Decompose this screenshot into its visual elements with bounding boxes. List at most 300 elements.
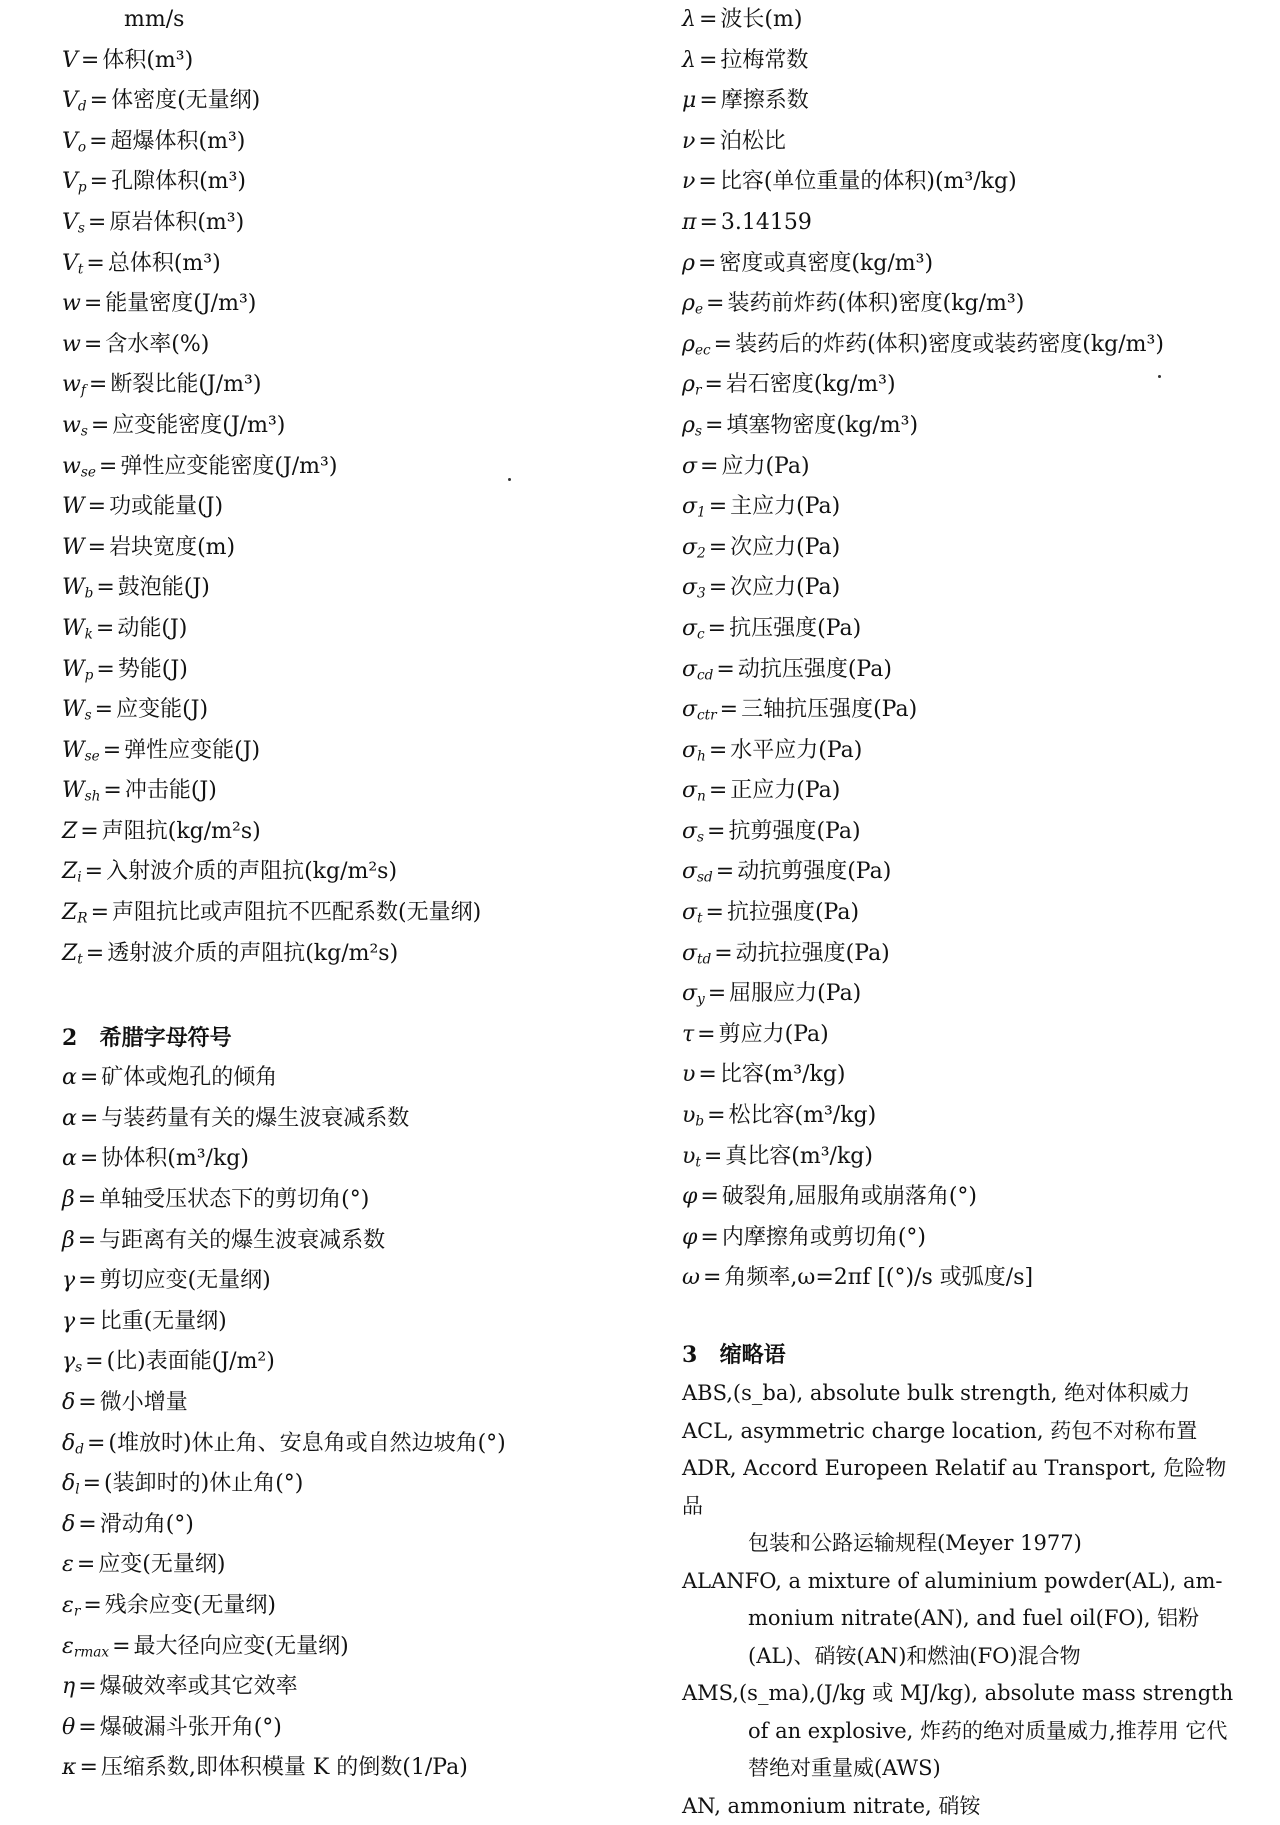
definition-text: 岩石密度(kg/m³) [726, 372, 896, 397]
symbol-subscript: 1 [697, 505, 706, 521]
equals-sign: = [88, 413, 112, 438]
symbol-definition [62, 1586, 662, 1627]
abbreviation-continuation: monium nitrate(AN), and fuel oil(FO), 铝粉 (AL)、硝铵(AN)和燃油(FO)混合物 [682, 1600, 1242, 1675]
definition-text: (装卸时的)休止角(°) [104, 1471, 303, 1496]
definition-text: 三轴抗压强度(Pa) [741, 697, 917, 722]
definition-text: 次应力(Pa) [730, 535, 840, 560]
symbol-definition [682, 0, 1242, 41]
definition-text: 水平应力(Pa) [730, 738, 862, 763]
symbol: $\rho_s$ [682, 413, 702, 438]
symbol: α [62, 1065, 77, 1090]
symbol-definition [682, 1258, 1242, 1299]
symbol: $W_{se}$ [62, 738, 100, 763]
equals-sign: = [702, 413, 726, 438]
symbol-definition [62, 41, 662, 82]
symbol: ν [682, 129, 695, 154]
symbol-definition [62, 812, 662, 853]
symbol-subscript: 2 [697, 545, 706, 561]
symbol-definition [62, 365, 662, 406]
symbol-definition [62, 487, 662, 528]
symbol-subscript: e [695, 302, 703, 318]
equals-sign: = [85, 494, 109, 519]
equals-sign: = [87, 169, 111, 194]
symbol: $W_b$ [62, 575, 93, 600]
symbol-definition [62, 893, 662, 934]
symbol-definition [62, 1139, 662, 1180]
equals-sign: = [697, 454, 721, 479]
definition-text: 剪切应变(无量纲) [100, 1268, 271, 1293]
symbol-subscript: t [78, 261, 83, 277]
equals-sign: = [83, 251, 107, 276]
definition-text: 透射波介质的声阻抗(kg/m²s) [107, 941, 398, 966]
symbol: $Z_t$ [62, 941, 83, 966]
equals-sign: = [700, 1265, 724, 1290]
symbol: $V_o$ [62, 129, 86, 154]
equals-sign: = [87, 88, 111, 113]
symbol-definition [682, 609, 1242, 650]
equals-sign: = [80, 1471, 104, 1496]
symbol-definition [62, 1464, 662, 1505]
symbol: $V_d$ [62, 88, 87, 113]
abbreviation-list [682, 1375, 1242, 1825]
equals-sign: = [75, 1512, 99, 1537]
equals-sign: = [80, 1593, 104, 1618]
definition-text: 能量密度(J/m³) [105, 291, 256, 316]
equals-sign: = [695, 251, 719, 276]
symbol: $V_t$ [62, 251, 83, 276]
symbol: $\rho_r$ [682, 372, 701, 397]
definition-text: 动抗压强度(Pa) [738, 657, 892, 682]
symbol: $\upsilon_t$ [682, 1144, 701, 1169]
section-number: 3 [682, 1335, 712, 1375]
abbreviation-entry [682, 1450, 1242, 1563]
definition-text: (比)表面能(J/m²) [107, 1349, 275, 1374]
equals-sign: = [93, 616, 117, 641]
section-number: 2 [62, 1018, 92, 1058]
symbol-subscript: t [77, 951, 82, 967]
definition-text: 残余应变(无量纲) [105, 1593, 276, 1618]
abbreviation-continuation: 包装和公路运输规程(Meyer 1977) [682, 1525, 1242, 1563]
abbreviation-first-line: AMS,(s_ma),(J/kg 或 MJ/kg), absolute mass strength [682, 1681, 1233, 1705]
symbol-definition [62, 528, 662, 569]
definition-text: 松比容(m³/kg) [729, 1103, 877, 1128]
abbreviation-first-line: ADR, Accord Europeen Relatif au Transport, 危险物品 [682, 1456, 1226, 1518]
symbol-definition [62, 1221, 662, 1262]
symbol-subscript: b [85, 586, 94, 602]
symbol-definition [682, 650, 1242, 691]
equals-sign: = [711, 941, 735, 966]
symbol: $\upsilon_b$ [682, 1103, 704, 1128]
left-column [62, 0, 662, 1789]
symbol: w [62, 291, 81, 316]
abbreviation-entry [682, 1788, 1242, 1825]
equals-sign: = [83, 941, 107, 966]
symbol-definition [62, 568, 662, 609]
equals-sign: = [85, 535, 109, 560]
symbol: $Z_i$ [62, 859, 82, 884]
symbol: $\varepsilon_{rmax}$ [62, 1634, 109, 1659]
symbol-definition [682, 852, 1242, 893]
symbol-subscript: td [697, 951, 711, 967]
symbol: φ [682, 1184, 697, 1209]
equals-sign: = [84, 1431, 108, 1456]
symbol: γ [62, 1309, 75, 1334]
symbol-subscript: ctr [697, 708, 717, 724]
symbol: $\sigma_{ctr}$ [682, 697, 717, 722]
definition-text: (堆放时)休止角、安息角或自然边坡角(°) [108, 1431, 505, 1456]
equals-sign: = [85, 210, 109, 235]
symbol-definition [62, 771, 662, 812]
symbol: σ [682, 454, 697, 479]
equals-sign: = [694, 1022, 718, 1047]
symbol-subscript: t [697, 910, 702, 926]
greek-symbol-list-continued [682, 0, 1242, 1299]
definition-text: 动抗剪强度(Pa) [737, 859, 891, 884]
definition-text: 比容(m³/kg) [720, 1062, 846, 1087]
definition-text: 动能(J) [117, 616, 187, 641]
symbol: υ [682, 1062, 695, 1087]
symbol: δ [62, 1512, 75, 1537]
symbol-definition [682, 528, 1242, 569]
definition-text: 比容(单位重量的体积)(m³/kg) [720, 169, 1017, 194]
definition-text: 抗压强度(Pa) [729, 616, 861, 641]
section-title: 希腊字母符号 [100, 1025, 232, 1051]
symbol-subscript: o [78, 139, 86, 155]
definition-text: 密度或真密度(kg/m³) [719, 251, 933, 276]
equals-sign: = [100, 738, 124, 763]
symbol-definition [682, 1177, 1242, 1218]
symbol: μ [682, 88, 696, 113]
symbol: $\sigma_{cd}$ [682, 657, 713, 682]
abbreviation-first-line: ABS,(s_ba), absolute bulk strength, 绝对体积威力 [682, 1381, 1190, 1405]
equals-sign: = [75, 1309, 99, 1334]
equals-sign: = [706, 494, 730, 519]
definition-text: 入射波介质的声阻抗(kg/m²s) [106, 859, 397, 884]
definition-text: 应变能密度(J/m³) [112, 413, 285, 438]
symbol: α [62, 1146, 77, 1171]
symbol: α [62, 1106, 77, 1131]
symbol-definition [682, 771, 1242, 812]
symbol-subscript: s [697, 829, 704, 845]
symbol: $\sigma_3$ [682, 575, 706, 600]
section-2-heading [62, 1018, 662, 1058]
definition-text: 3.14159 [721, 210, 812, 235]
definition-text: 弹性应变能(J) [124, 738, 260, 763]
equals-sign: = [75, 1187, 99, 1212]
greek-symbol-list [62, 1058, 662, 1789]
symbol: $w_f$ [62, 372, 86, 397]
abbreviation-first-line: ALANFO, a mixture of aluminium powder(AL), am- [682, 1569, 1223, 1593]
definition-text: 总体积(m³) [108, 251, 221, 276]
definition-text: 断裂比能(J/m³) [110, 372, 261, 397]
right-column [682, 0, 1242, 1825]
equals-sign: = [705, 616, 729, 641]
definition-text: 滑动角(°) [100, 1512, 194, 1537]
symbol: β [62, 1228, 75, 1253]
symbol-definition [682, 122, 1242, 163]
symbol: δ [62, 1390, 75, 1415]
symbol-subscript: n [697, 789, 706, 805]
symbol-definition [62, 1099, 662, 1140]
spacer [682, 1299, 1242, 1335]
definition-text: 填塞物密度(kg/m³) [726, 413, 918, 438]
roman-symbol-list [62, 41, 662, 975]
symbol-subscript: r [74, 1603, 81, 1619]
symbol: $\sigma_n$ [682, 778, 706, 803]
symbol: V [62, 48, 78, 73]
definition-text: 含水率(%) [105, 332, 209, 357]
spacer [62, 974, 662, 1018]
symbol: $\rho_{ec}$ [682, 332, 711, 357]
equals-sign: = [703, 291, 727, 316]
symbol: ω [682, 1265, 700, 1290]
symbol-definition [682, 81, 1242, 122]
definition-text: 协体积(m³/kg) [101, 1146, 249, 1171]
section-3-heading [682, 1335, 1242, 1375]
definition-text: 原岩体积(m³) [109, 210, 244, 235]
symbol-definition [682, 487, 1242, 528]
symbol: Z [62, 819, 77, 844]
top-unit-line: mm/s [62, 0, 662, 41]
symbol-definition [682, 893, 1242, 934]
definition-text: 破裂角,屈服角或崩落角(°) [722, 1184, 977, 1209]
symbol: $\gamma_s$ [62, 1349, 82, 1374]
symbol: φ [682, 1225, 697, 1250]
definition-text: 屈服应力(Pa) [729, 981, 861, 1006]
definition-text: 爆破效率或其它效率 [100, 1674, 298, 1699]
definition-text: 超爆体积(m³) [111, 129, 246, 154]
symbol-subscript: s [81, 423, 88, 439]
symbol-definition [682, 1055, 1242, 1096]
symbol-subscript: p [78, 180, 87, 196]
symbol: κ [62, 1755, 76, 1780]
abbreviation-entry [682, 1413, 1242, 1451]
equals-sign: = [77, 819, 101, 844]
symbol-definition [682, 934, 1242, 975]
definition-text: 爆破漏斗张开角(°) [100, 1715, 282, 1740]
equals-sign: = [100, 778, 124, 803]
symbol: $\sigma_y$ [682, 981, 705, 1006]
symbol-subscript: t [695, 1154, 700, 1170]
equals-sign: = [86, 372, 110, 397]
definition-text: 拉梅常数 [720, 48, 808, 73]
definition-text: 抗拉强度(Pa) [727, 900, 859, 925]
symbol-definition [62, 1708, 662, 1749]
abbreviation-continuation: of an explosive, 炸药的绝对质量威力,推荐用 它代替绝对重量威(AWS) [682, 1713, 1242, 1788]
symbol-definition [682, 203, 1242, 244]
symbol-subscript: s [78, 220, 85, 236]
equals-sign: = [706, 778, 730, 803]
definition-text: 压缩系数,即体积模量 K 的倒数(1/Pa) [101, 1755, 468, 1780]
symbol-definition [62, 1424, 662, 1465]
symbol: W [62, 494, 85, 519]
symbol-subscript: h [697, 748, 706, 764]
symbol: ε [62, 1552, 74, 1577]
equals-sign: = [82, 1349, 106, 1374]
symbol: ν [682, 169, 695, 194]
abbreviation-entry [682, 1563, 1242, 1676]
symbol-subscript: r [695, 383, 702, 399]
definition-text: 岩块宽度(m) [109, 535, 235, 560]
equals-sign: = [705, 981, 729, 1006]
definition-text: 比重(无量纲) [100, 1309, 227, 1334]
symbol-definition [62, 325, 662, 366]
definition-text: 应变(无量纲) [98, 1552, 225, 1577]
equals-sign: = [706, 738, 730, 763]
definition-text: 与装药量有关的爆生波衰减系数 [101, 1106, 409, 1131]
symbol-subscript: se [81, 464, 96, 480]
equals-sign: = [109, 1634, 133, 1659]
symbol: $W_{sh}$ [62, 778, 100, 803]
equals-sign: = [93, 657, 117, 682]
symbol: τ [682, 1022, 694, 1047]
definition-text: 矿体或炮孔的倾角 [101, 1065, 277, 1090]
symbol: $\sigma_2$ [682, 535, 706, 560]
equals-sign: = [75, 1268, 99, 1293]
abbreviation-entry [682, 1675, 1242, 1788]
definition-text: 装药前炸药(体积)密度(kg/m³) [727, 291, 1024, 316]
symbol-definition [62, 1302, 662, 1343]
equals-sign: = [696, 88, 720, 113]
symbol-definition [62, 447, 662, 488]
definition-text: 单轴受压状态下的剪切角(°) [99, 1187, 369, 1212]
equals-sign: = [86, 129, 110, 154]
symbol-definition [682, 731, 1242, 772]
definition-text: 内摩擦角或剪切角(°) [722, 1225, 926, 1250]
symbol-definition [682, 365, 1242, 406]
definition-text: 弹性应变能密度(J/m³) [120, 454, 337, 479]
equals-sign: = [717, 697, 741, 722]
abbreviation-entry [682, 1375, 1242, 1413]
equals-sign: = [703, 900, 727, 925]
symbol-subscript: R [77, 910, 87, 926]
equals-sign: = [77, 1065, 101, 1090]
symbol-definition [62, 650, 662, 691]
symbol-definition [62, 1058, 662, 1099]
definition-text: 声阻抗比或声阻抗不匹配系数(无量纲) [112, 900, 481, 925]
symbol-definition [62, 162, 662, 203]
equals-sign: = [82, 859, 106, 884]
symbol: $W_s$ [62, 697, 92, 722]
equals-sign: = [711, 332, 735, 357]
definition-text: 动抗拉强度(Pa) [736, 941, 890, 966]
symbol-definition [62, 122, 662, 163]
equals-sign: = [76, 1755, 100, 1780]
symbol: $w_s$ [62, 413, 88, 438]
symbol-subscript: 3 [697, 586, 706, 602]
definition-text: 与距离有关的爆生波衰减系数 [99, 1228, 385, 1253]
symbol: $w_{se}$ [62, 454, 96, 479]
symbol-subscript: k [85, 626, 93, 642]
equals-sign: = [706, 575, 730, 600]
symbol-subscript: sd [697, 870, 713, 886]
symbol-subscript: d [78, 99, 87, 115]
symbol-definition [682, 447, 1242, 488]
symbol-definition [682, 1015, 1242, 1056]
symbol-definition [682, 284, 1242, 325]
symbol-definition [682, 41, 1242, 82]
equals-sign: = [704, 819, 728, 844]
definition-text: 声阻抗(kg/m²s) [102, 819, 261, 844]
symbol-subscript: c [697, 626, 705, 642]
equals-sign: = [696, 7, 720, 32]
symbol-definition [682, 162, 1242, 203]
definition-text: 鼓泡能(J) [118, 575, 210, 600]
definition-text: 应变能(J) [116, 697, 208, 722]
symbol-definition [62, 1545, 662, 1586]
equals-sign: = [695, 1062, 719, 1087]
symbol-subscript: s [695, 423, 702, 439]
equals-sign: = [704, 1103, 728, 1128]
equals-sign: = [697, 1184, 721, 1209]
equals-sign: = [696, 210, 720, 235]
definition-text: 泊松比 [720, 129, 786, 154]
equals-sign: = [81, 291, 105, 316]
symbol: λ [682, 48, 696, 73]
equals-sign: = [93, 575, 117, 600]
definition-text: 体积(m³) [102, 48, 193, 73]
equals-sign: = [713, 657, 737, 682]
equals-sign: = [75, 1715, 99, 1740]
equals-sign: = [75, 1228, 99, 1253]
symbol: η [62, 1674, 75, 1699]
symbol-definition [62, 244, 662, 285]
definition-text: 体密度(无量纲) [111, 88, 260, 113]
definition-text: 次应力(Pa) [730, 575, 840, 600]
symbol-subscript: se [85, 748, 100, 764]
symbol-subscript: sh [85, 789, 101, 805]
equals-sign: = [92, 697, 116, 722]
definition-text: 装药后的炸药(体积)密度或装药密度(kg/m³) [735, 332, 1164, 357]
definition-text: 摩擦系数 [721, 88, 809, 113]
symbol: θ [62, 1715, 75, 1740]
symbol-subscript: cd [697, 667, 713, 683]
symbol: $\sigma_{td}$ [682, 941, 711, 966]
symbol-subscript: d [75, 1441, 84, 1457]
symbol: $Z_R$ [62, 900, 88, 925]
symbol-definition [682, 1137, 1242, 1178]
symbol-definition [62, 934, 662, 975]
symbol-definition [682, 325, 1242, 366]
equals-sign: = [695, 129, 719, 154]
symbol: $\varepsilon_r$ [62, 1593, 80, 1618]
symbol-subscript: f [81, 383, 86, 399]
symbol-definition [62, 1627, 662, 1668]
symbol-definition [682, 974, 1242, 1015]
symbol-subscript: l [75, 1482, 79, 1498]
symbol-definition [62, 852, 662, 893]
symbol-definition [682, 1218, 1242, 1259]
symbol: γ [62, 1268, 75, 1293]
symbol-definition [62, 690, 662, 731]
section-title: 缩略语 [720, 1342, 786, 1368]
definition-text: 剪应力(Pa) [719, 1022, 829, 1047]
symbol-definition [62, 406, 662, 447]
symbol-definition [62, 1748, 662, 1789]
symbol: $\sigma_1$ [682, 494, 706, 519]
abbreviation-first-line: ACL, asymmetric charge location, 药包不对称布置 [682, 1419, 1197, 1443]
definition-text: 功或能量(J) [109, 494, 223, 519]
symbol-definition [62, 81, 662, 122]
equals-sign: = [713, 859, 737, 884]
symbol: W [62, 535, 85, 560]
symbol: $\sigma_{sd}$ [682, 859, 713, 884]
symbol-subscript: s [85, 708, 92, 724]
equals-sign: = [697, 1225, 721, 1250]
equals-sign: = [75, 1390, 99, 1415]
symbol: $\delta_d$ [62, 1431, 84, 1456]
symbol: $W_p$ [62, 657, 93, 682]
